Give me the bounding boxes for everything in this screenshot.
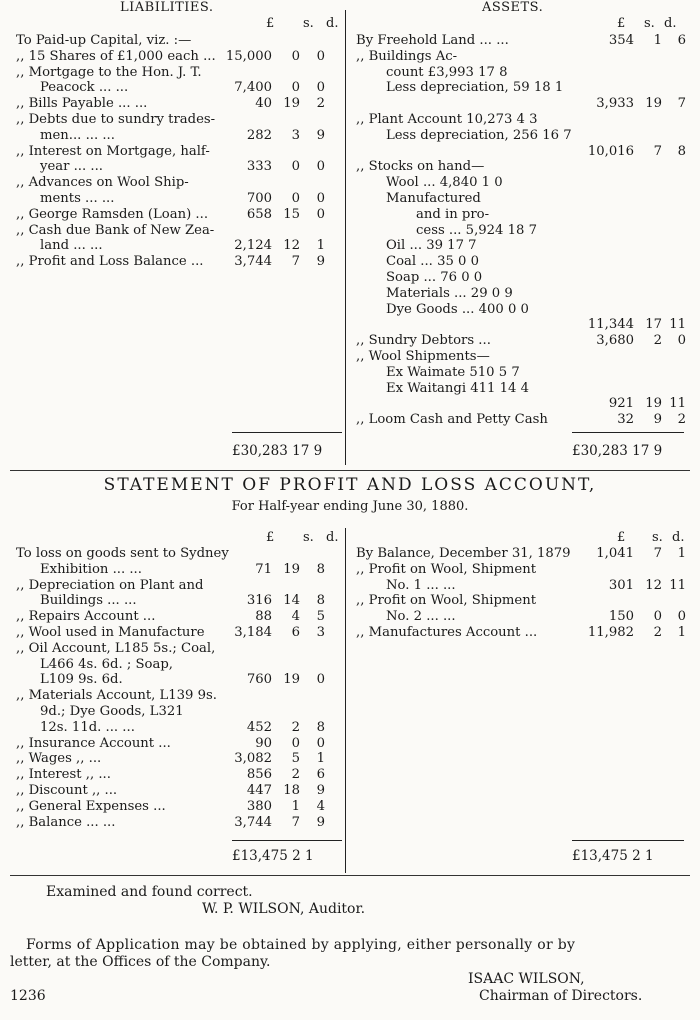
entry-pounds: 10,016 (587, 143, 634, 159)
entry-text: Ex Waimate 510 5 7 (386, 364, 520, 380)
forms-line: Forms of Application may be obtained by applying, either personally or by (26, 937, 576, 953)
entry-row (16, 657, 341, 673)
entry-row (356, 65, 694, 81)
pl-pound-header-right: £ (617, 530, 626, 545)
forms-line-2: letter, at the Offices of the Company. (10, 954, 271, 970)
entry-text: ,, Wool Shipments— (356, 348, 490, 364)
entry-pounds: 90 (255, 735, 272, 751)
entry-text: ,, Depreciation on Plant and (16, 577, 204, 593)
auditor-line: W. P. WILSON, Auditor. (202, 901, 366, 917)
entry-row (16, 736, 341, 752)
liab-s-header: s. (303, 16, 314, 31)
pl-d-header: d. (326, 530, 339, 545)
entry-pounds: 7,400 (234, 80, 272, 96)
assets-list (356, 33, 694, 428)
entry-row (356, 578, 694, 594)
entry-row (356, 396, 694, 412)
credit-total-rule (572, 840, 684, 841)
entry-row (356, 562, 694, 578)
entry-text: ,, Wool used in Manufacture (16, 624, 205, 640)
entry-pence: 0 (316, 190, 325, 206)
credits-total: £13,475 2 1 (572, 848, 654, 864)
asset-s-header: s. (644, 16, 655, 31)
center-divider (345, 10, 346, 465)
entry-row (356, 365, 694, 381)
section-rule (10, 470, 690, 471)
entry-text: 9d.; Dye Goods, L321 (40, 703, 184, 719)
entry-pence: 2 (677, 412, 686, 428)
entry-row (16, 578, 341, 594)
entry-shillings: 4 (291, 609, 300, 625)
assets-header: ASSETS. (482, 0, 544, 15)
entry-shillings: 5 (291, 751, 300, 767)
entry-text: year ... ... (40, 159, 103, 175)
entry-row (16, 207, 341, 223)
entry-shillings: 9 (653, 412, 662, 428)
entry-pence: 0 (316, 735, 325, 751)
entry-shillings: 18 (283, 782, 300, 798)
pl-s-header: s. (303, 530, 314, 545)
entry-row (16, 546, 341, 562)
liab-d-header: d. (326, 16, 339, 31)
entry-text: Dye Goods ... 400 0 0 (386, 301, 529, 317)
entry-text: ,, Profit on Wool, Shipment (356, 593, 537, 609)
entry-row (356, 175, 694, 191)
entry-pence: 1 (677, 546, 686, 561)
entry-row (356, 128, 694, 144)
entry-pence: 6 (677, 33, 686, 48)
entry-row (16, 767, 341, 783)
entry-pounds: 333 (246, 159, 272, 175)
entry-text: No. 2 ... ... (386, 609, 456, 625)
pl-s-header-right: s. (652, 530, 663, 545)
entry-pounds: 3,933 (596, 96, 634, 112)
entry-row (16, 641, 341, 657)
entry-pounds: 3,082 (234, 751, 272, 767)
entry-row (16, 96, 341, 112)
entry-row (16, 80, 341, 96)
entry-row (356, 238, 694, 254)
entry-text: ,, Discount ,, ... (16, 782, 118, 798)
entry-pounds: 15,000 (225, 48, 272, 64)
entry-shillings: 19 (283, 96, 300, 112)
entry-shillings: 14 (283, 593, 300, 609)
entry-pounds: 11,344 (587, 317, 634, 333)
entry-text: ments ... ... (40, 190, 115, 206)
entry-row (16, 175, 341, 191)
entry-row (356, 302, 694, 318)
entry-text: ,, General Expenses ... (16, 798, 166, 814)
pl-bottom-rule (10, 875, 690, 876)
entry-shillings: 19 (645, 96, 662, 112)
entry-text: ,, Wages ,, ... (16, 751, 102, 767)
entry-row (356, 254, 694, 270)
entry-text: and in pro- (416, 206, 490, 222)
entry-pounds: 1,041 (596, 546, 634, 561)
entry-text: ,, Interest ,, ... (16, 767, 111, 783)
entry-pounds: 150 (608, 609, 634, 625)
entry-pence: 3 (316, 624, 325, 640)
entry-row (356, 33, 694, 49)
entry-row (16, 112, 341, 128)
entry-row (356, 223, 694, 239)
entry-row (16, 159, 341, 175)
entry-pounds: 3,744 (234, 814, 272, 830)
entry-shillings: 17 (645, 317, 662, 333)
debit-total-rule (232, 840, 342, 841)
entry-pounds: 301 (608, 577, 634, 593)
entry-row (16, 238, 341, 254)
entry-shillings: 2 (653, 624, 662, 640)
entry-text: ,, 15 Shares of £1,000 each ... (16, 48, 216, 64)
entry-text: cess ... 5,924 18 7 (416, 222, 537, 238)
entry-row (16, 751, 341, 767)
entry-shillings: 7 (291, 814, 300, 830)
entry-text: ,, Plant Account 10,273 4 3 (356, 111, 538, 127)
entry-text: ,, Profit and Loss Balance ... (16, 254, 204, 270)
entry-row (356, 546, 694, 562)
entry-row (16, 33, 341, 49)
entry-shillings: 19 (283, 672, 300, 688)
entry-pounds: 354 (608, 33, 634, 48)
entry-shillings: 3 (291, 127, 300, 143)
entry-pence: 8 (316, 719, 325, 735)
entry-row (16, 562, 341, 578)
asset-pound-header: £ (617, 16, 626, 31)
debits-total: £13,475 2 1 (232, 848, 314, 864)
entry-shillings: 2 (653, 333, 662, 349)
entry-pence: 4 (316, 798, 325, 814)
entry-pounds: 40 (255, 96, 272, 112)
entry-text: L466 4s. 6d. ; Soap, (40, 656, 173, 672)
entry-text: ,, Oil Account, L185 5s.; Coal, (16, 640, 216, 656)
entry-text: Soap ... 76 0 0 (386, 269, 483, 285)
pl-d-header-right: d. (672, 530, 685, 545)
entry-shillings: 12 (645, 577, 662, 593)
entry-row (16, 688, 341, 704)
entry-text: ,, Profit on Wool, Shipment (356, 561, 537, 577)
entry-pounds: 658 (246, 206, 272, 222)
entry-text: ,, Advances on Wool Ship- (16, 175, 189, 191)
entry-row (356, 112, 694, 128)
entry-row (356, 207, 694, 223)
entry-shillings: 15 (283, 206, 300, 222)
entry-pence: 11 (669, 577, 686, 593)
entry-pounds: 380 (246, 798, 272, 814)
entry-text: Materials ... 29 0 9 (386, 285, 513, 301)
entry-text: ,, Mortgage to the Hon. J. T. (16, 64, 202, 80)
entry-row (16, 609, 341, 625)
liab-total-rule (232, 432, 342, 433)
entry-row (356, 191, 694, 207)
entry-row (16, 191, 341, 207)
entry-pounds: 71 (255, 561, 272, 577)
entry-shillings: 0 (291, 80, 300, 96)
entry-row (16, 799, 341, 815)
entry-pence: 9 (316, 782, 325, 798)
entry-row (356, 144, 694, 160)
entry-pounds: 11,982 (587, 624, 634, 640)
entry-row (16, 223, 341, 239)
entry-text: ,, Cash due Bank of New Zea- (16, 222, 215, 238)
entry-text: ,, George Ramsden (Loan) ... (16, 206, 209, 222)
entry-pounds: 316 (246, 593, 272, 609)
entry-pounds: 760 (246, 672, 272, 688)
liabilities-header: LIABILITIES. (120, 0, 214, 15)
entry-text: count £3,993 17 8 (386, 64, 508, 80)
entry-text: By Freehold Land ... ... (356, 33, 509, 48)
entry-shillings: 0 (291, 48, 300, 64)
entry-row (16, 704, 341, 720)
chairman-name: ISAAC WILSON, (468, 971, 585, 987)
entry-text: To Paid-up Capital, viz. :— (16, 33, 192, 48)
entry-text: ,, Interest on Mortgage, half- (16, 143, 210, 159)
entry-text: ,, Materials Account, L139 9s. (16, 688, 217, 704)
entry-row (16, 783, 341, 799)
chairman-title: Chairman of Directors. (479, 988, 643, 1004)
entry-text: Exhibition ... ... (40, 561, 142, 577)
liabilities-total: £30,283 17 9 (232, 443, 323, 459)
entry-text: ,, Insurance Account ... (16, 735, 171, 751)
entry-pounds: 2,124 (234, 238, 272, 254)
entry-row (356, 286, 694, 302)
entry-text: L109 9s. 6d. (40, 672, 123, 688)
entry-row (356, 317, 694, 333)
entry-row (356, 333, 694, 349)
entry-text: Coal ... 35 0 0 (386, 254, 480, 270)
entry-text: ,, Stocks on hand— (356, 159, 485, 175)
entry-text: To loss on goods sent to Sydney (16, 546, 229, 561)
entry-text: Manufactured (386, 190, 481, 206)
entry-shillings: 0 (291, 190, 300, 206)
entry-row (356, 159, 694, 175)
entry-pence: 0 (677, 333, 686, 349)
entry-row (356, 80, 694, 96)
entry-row (356, 349, 694, 365)
entry-pounds: 452 (246, 719, 272, 735)
entry-row (16, 815, 341, 831)
entry-pence: 8 (316, 593, 325, 609)
entry-text: Buildings ... ... (40, 593, 137, 609)
entry-pence: 9 (316, 127, 325, 143)
entry-text: Wool ... 4,840 1 0 (386, 175, 503, 191)
entry-text: Ex Waitangi 411 14 4 (386, 380, 529, 396)
entry-row (356, 593, 694, 609)
pl-subtitle: For Half-year ending June 30, 1880. (231, 499, 469, 514)
entry-pounds: 856 (246, 767, 272, 783)
entry-shillings: 7 (653, 143, 662, 159)
entry-row (356, 609, 694, 625)
entry-row (16, 65, 341, 81)
pl-debits-list (16, 546, 341, 830)
entry-shillings: 6 (291, 624, 300, 640)
entry-row (16, 672, 341, 688)
page-number: 1236 (10, 988, 46, 1004)
entry-pence: 11 (669, 317, 686, 333)
entry-row (356, 49, 694, 65)
entry-pence: 9 (316, 814, 325, 830)
entry-shillings: 12 (283, 238, 300, 254)
entry-row (356, 381, 694, 397)
asset-total-rule (572, 432, 684, 433)
entry-pence: 2 (316, 96, 325, 112)
entry-text: ,, Repairs Account ... (16, 609, 156, 625)
entry-text: ,, Loom Cash and Petty Cash (356, 412, 548, 428)
entry-pence: 11 (669, 396, 686, 412)
entry-pounds: 32 (617, 412, 634, 428)
entry-shillings: 7 (653, 546, 662, 561)
entry-text: ,, Sundry Debtors ... (356, 333, 491, 349)
entry-shillings: 1 (653, 33, 662, 48)
balance-sheet (0, 0, 700, 470)
examined-line: Examined and found correct. (46, 884, 253, 900)
entry-text: ,, Buildings Ac- (356, 48, 458, 64)
entry-pounds: 282 (246, 127, 272, 143)
entry-pence: 0 (316, 672, 325, 688)
entry-pounds: 700 (246, 190, 272, 206)
entry-row (16, 49, 341, 65)
entry-text: Less depreciation, 59 18 1 (386, 80, 564, 96)
entry-text: Peacock ... ... (40, 80, 129, 96)
liabilities-list (16, 33, 341, 270)
entry-shillings: 0 (291, 159, 300, 175)
entry-shillings: 1 (291, 798, 300, 814)
entry-pounds: 3,744 (234, 254, 272, 270)
pl-title: STATEMENT OF PROFIT AND LOSS ACCOUNT, (103, 475, 597, 495)
entry-text: No. 1 ... ... (386, 577, 456, 593)
entry-pence: 0 (316, 80, 325, 96)
entry-row (16, 625, 341, 641)
pl-divider (345, 528, 346, 873)
entry-pence: 6 (316, 767, 325, 783)
entry-row (16, 128, 341, 144)
entry-row (16, 593, 341, 609)
entry-pence: 0 (677, 609, 686, 625)
entry-text: land ... ... (40, 238, 103, 254)
entry-row (16, 144, 341, 160)
entry-shillings: 19 (645, 396, 662, 412)
assets-total: £30,283 17 9 (572, 443, 663, 459)
pl-pound-header: £ (266, 530, 275, 545)
entry-row (356, 412, 694, 428)
liab-pound-header: £ (266, 16, 275, 31)
entry-pence: 7 (677, 96, 686, 112)
entry-shillings: 7 (291, 254, 300, 270)
entry-row (16, 254, 341, 270)
entry-pence: 0 (316, 48, 325, 64)
entry-text: men... ... ... (40, 127, 115, 143)
entry-pounds: 3,184 (234, 624, 272, 640)
entry-text: By Balance, December 31, 1879 (356, 546, 571, 561)
entry-pence: 0 (316, 206, 325, 222)
entry-pence: 9 (316, 254, 325, 270)
entry-row (16, 720, 341, 736)
entry-pounds: 447 (246, 782, 272, 798)
pl-credits-list (356, 546, 694, 641)
entry-text: Oil ... 39 17 7 (386, 238, 477, 254)
entry-pounds: 88 (255, 609, 272, 625)
entry-text: ,, Bills Payable ... ... (16, 96, 148, 112)
entry-row (356, 625, 694, 641)
entry-row (356, 270, 694, 286)
entry-shillings: 2 (291, 767, 300, 783)
entry-text: ,, Debts due to sundry trades- (16, 111, 216, 127)
entry-shillings: 2 (291, 719, 300, 735)
entry-text: Less depreciation, 256 16 7 (386, 127, 572, 143)
entry-pence: 1 (316, 238, 325, 254)
entry-pence: 5 (316, 609, 325, 625)
entry-row (356, 96, 694, 112)
entry-pence: 1 (677, 624, 686, 640)
entry-pence: 0 (316, 159, 325, 175)
entry-pence: 8 (316, 561, 325, 577)
entry-pence: 1 (316, 751, 325, 767)
entry-text: ,, Manufactures Account ... (356, 624, 538, 640)
entry-pounds: 921 (608, 396, 634, 412)
entry-shillings: 0 (653, 609, 662, 625)
entry-pence: 8 (677, 143, 686, 159)
entry-text: 12s. 11d. ... ... (40, 719, 135, 735)
entry-pounds: 3,680 (596, 333, 634, 349)
entry-text: ,, Balance ... ... (16, 814, 116, 830)
entry-shillings: 0 (291, 735, 300, 751)
asset-d-header: d. (664, 16, 677, 31)
entry-shillings: 19 (283, 561, 300, 577)
